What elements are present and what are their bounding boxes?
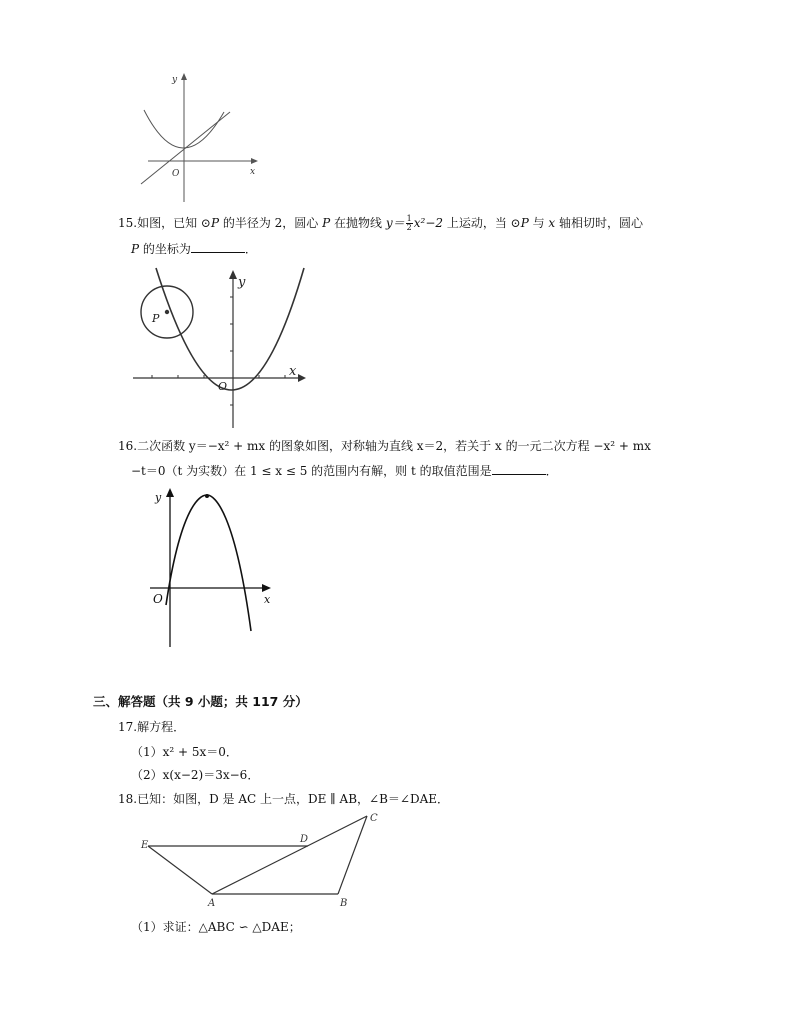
q18-line [118, 790, 449, 807]
q15-figure [128, 262, 313, 428]
q18-fig-b: B [340, 898, 348, 908]
q16-answer-blank[interactable] [492, 463, 546, 475]
fig1-x-label: x [250, 167, 256, 177]
q16-fig-origin-label: O [153, 592, 163, 606]
q15-x1: x [548, 216, 556, 230]
q17-title [118, 718, 185, 735]
q15-line2-p: P [131, 242, 140, 256]
q17-item1: （1）x² + 5x＝0． [131, 745, 238, 759]
q18-number: 18. [118, 792, 138, 806]
q18-fig-e: E [141, 840, 149, 851]
q15-text-d: 上运动，当 ⊙ [443, 216, 521, 230]
q18-item1: （1）求证：△ABC ∽ △DAE； [131, 920, 301, 934]
q15-fig-origin-label: O [218, 380, 228, 393]
q17-item2: （2）x(x−2)＝3x−6． [131, 768, 260, 782]
q16-line2-text: −t＝0（t 为实数）在 1 ≤ x ≤ 5 的范围内有解，则 t 的取值范围是 [131, 464, 492, 478]
q16-line1-text: 二次函数 y＝−x² + mx 的图象如图，对称轴为直线 x＝2，若关于 x 的一元二次方程 −x² + mx [137, 439, 651, 453]
q15-p1: P [210, 216, 220, 230]
q15-line2-text: 的坐标为 [139, 242, 191, 256]
q16-line2 [131, 462, 558, 479]
q15-answer-blank[interactable] [191, 241, 245, 253]
q16-line2-end: ． [545, 464, 558, 478]
q15-fig-x-label: x [289, 364, 297, 379]
q16-figure [145, 485, 280, 650]
section-title: 三、解答题（共 9 小题；共 117 分） [93, 694, 308, 709]
q15-text-c: 在抛物线 [330, 216, 386, 230]
fig1-y-label: y [172, 75, 178, 85]
q15-text-b: 的半径为 2，圆心 [219, 216, 323, 230]
figure-parabola-line [136, 70, 266, 205]
q15-fraction: $\frac{1}{2}$ [406, 214, 412, 232]
q16-line1 [118, 437, 651, 454]
q15-line2-end: ． [244, 242, 257, 256]
q18-figure [138, 808, 388, 908]
q17-number: 17. [118, 720, 138, 734]
q15-eq-rest: x²−2 [413, 216, 444, 230]
q18-fig-a: A [208, 898, 216, 908]
q18-fig-c: C [370, 813, 378, 824]
q15-text-a: 如图，已知 ⊙ [137, 216, 211, 230]
q15-text-e: 与 [528, 216, 549, 230]
q17-title-text: 解方程． [137, 720, 186, 734]
q15-number: 15. [118, 216, 138, 230]
q16-fig-y-label: y [155, 491, 162, 504]
q15-text-f: 轴相切时，圆心 [555, 216, 644, 230]
q15-fig-p-label: P [152, 312, 160, 325]
q18-fig-d: D [300, 834, 309, 845]
q15-p3: P [520, 216, 529, 230]
q15-line2 [131, 240, 257, 257]
fig1-origin-label: O [172, 169, 180, 179]
q15-fig-y-label: y [238, 275, 246, 290]
q16-number: 16. [118, 439, 138, 453]
q18-text: 已知：如图，D 是 AC 上一点，DE ∥ AB，∠B＝∠DAE． [137, 792, 450, 806]
q15-line1 [118, 214, 643, 232]
q15-eq-y: y＝ [385, 216, 405, 230]
q16-fig-x-label: x [264, 593, 271, 606]
q15-p2: P [322, 216, 331, 230]
